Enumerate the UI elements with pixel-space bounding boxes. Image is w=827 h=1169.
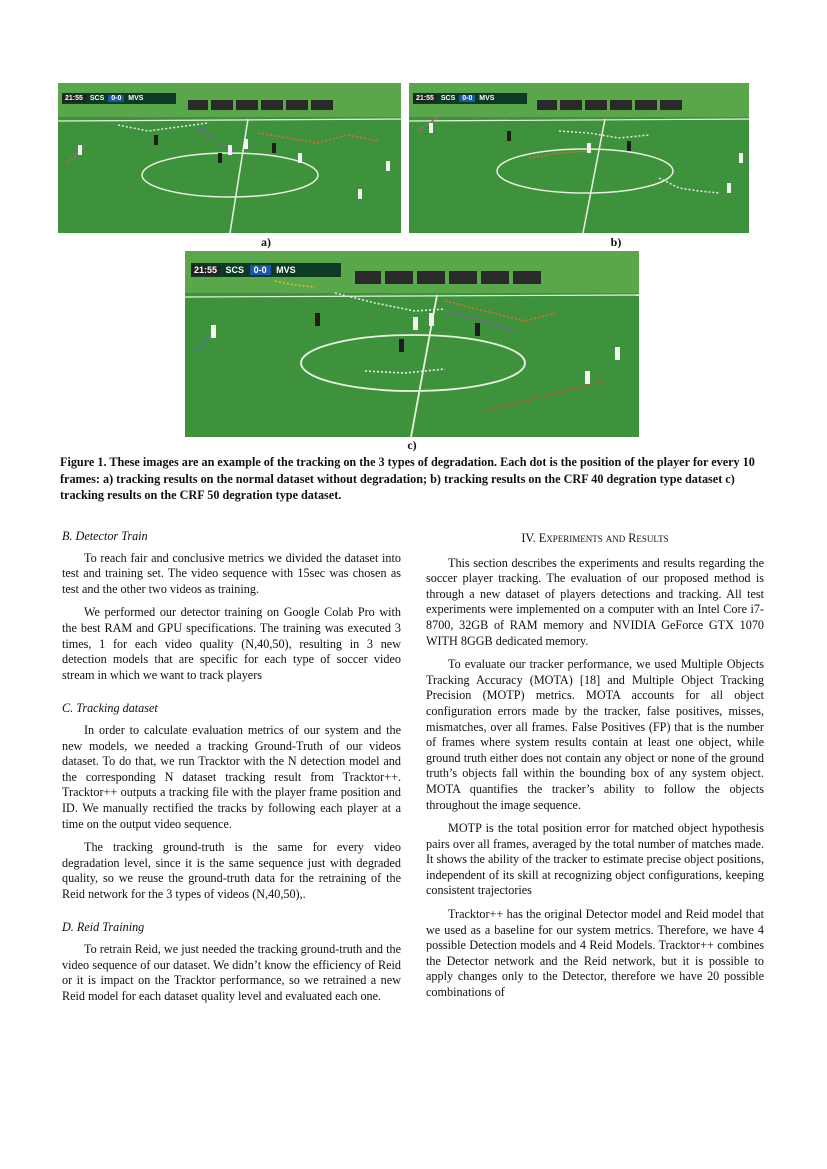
section-c-heading: C. Tracking dataset [62,701,158,716]
panel-b-label: b) [610,235,622,249]
scoreboard [62,93,182,104]
section-iv-paragraph-1: This section describes the experiments and results regarding the soccer player tracking. The evaluation of our proposed method is through a new dataset of players detections and tracking. All test experiments were implemented on a computer with an Intel Core i7-8700, 32GB of RAM memory and NVIDIA GeForce GTX 1070 WITH 8GGB dedicated memory. [426,555,764,648]
soccer-field-image-a [58,83,401,233]
section-c-paragraph-2: The tracking ground-truth is the same for every video degradation level, since it is the same sequence just with degraded quality, so we reuse the ground-truth data for the retraining of the Reid network for the 3 types of videos (N,40,50),. [62,840,401,901]
left-column [62,529,401,1012]
section-c-paragraph-1: In order to calculate evaluation metrics of our system and the new models, we needed a tracking Ground-Truth of our videos dataset. To do that, we run Tracktor with the N detection model and the corresponding N dataset tracking result from Tracktor++. Tracktor++ outputs a tracking file with the player frame position and ID. We manually rectified the tracks by following each player at a time on the output video sequence. [62,722,401,831]
scoreboard-away-team: MVS [479,95,495,102]
section-iv-paragraph-3: MOTP is the total position error for matched object hypothesis pairs over all frames, averaged by the total number of matches made. It shows the ability of the tracker to estimate precise object positions, independent of its skill at recognizing object configurations, keeping consistent trajectories [426,821,764,898]
right-column [426,531,764,1009]
section-d-paragraph-1: To retrain Reid, we just needed the tracking ground-truth and the video sequence of our dataset. We didn’t know the efficiency of Reid or it is impact on the Tracktor performance, so we retrained a new Reid model for each dataset quality level and evaluated each one. [62,942,401,1003]
section-iv-paragraph-2: To evaluate our tracker performance, we used Multiple Objects Tracking Accuracy (MOTA) [18] and Multiple Object Tracking Precision (MOTP) metrics. MOTA accounts for all object configuration errors made by the tracker, false positives, misses, mismatches, over all frames. False Positives (FP) that is the number of frames where system results contain at least one object, while ground truth either does not contain any object or none of the ground truth’s objects fall within the bounding box of any system object. MOTA quantifies the tracker’s ability to follow the objects throughout the image sequence. [426,657,764,812]
section-b-heading: B. Detector Train [62,529,148,543]
soccer-field-image-b [409,83,749,233]
scoreboard [413,93,533,104]
scoreboard-score: 0-0 [459,95,475,102]
figure-panel-a [58,83,401,233]
section-iv-heading: IV. Experiments and Results [521,531,669,545]
section-b-paragraph-1: To reach fair and conclusive metrics we divided the dataset into test and training set. The video sequence with 15sec was chosen as test and the other two videos as training. [62,550,401,596]
panel-c-label: c) [407,438,417,452]
figure-panel-b [409,83,749,233]
scoreboard-time: 21:55 [413,95,437,102]
scoreboard-time: 21:55 [62,95,86,102]
section-d-heading: D. Reid Training [62,920,145,935]
scoreboard-score: 0-0 [108,95,124,102]
section-b-paragraph-2: We performed our detector training on Google Colab Pro with the best RAM and GPU specifications. The training was executed 3 times, 1 for each video quality (N,40,50), resulting in 3 new detection models that are specific for each type of soccer video stream in which we want to track players [62,605,401,682]
figure-caption: Figure 1. These images are an example of the tracking on the 3 types of degradation. Each dot is the position of the player for every 10 frames: a) tracking results on the normal dataset without degradation; b) tracking results on the CRF 40 degration type dataset c) tracking results on the CRF 50 degration type dataset. [60,455,755,502]
scoreboard-home-team: SCS [440,95,456,102]
scoreboard-away-team: MVS [276,265,296,275]
scoreboard-away-team: MVS [128,95,144,102]
scoreboard [191,263,351,277]
scoreboard-time: 21:55 [191,265,220,275]
section-iv-paragraph-4: Tracktor++ has the original Detector model and Reid model that we used as a baseline for our system metrics. Therefore, we have 4 possible Detection models and 4 Reid Models. Tracktor++ combines the Detector network and the Reid network, but it is possible to apply changes only to the Detector, therefore we have 20 possible combinations of [426,907,764,1000]
figure-panel-c [185,251,639,437]
scoreboard-score: 0-0 [250,265,271,275]
soccer-field-image-c [185,251,639,437]
panel-a-label: a) [261,235,271,249]
scoreboard-home-team: SCS [225,265,245,275]
scoreboard-home-team: SCS [89,95,105,102]
